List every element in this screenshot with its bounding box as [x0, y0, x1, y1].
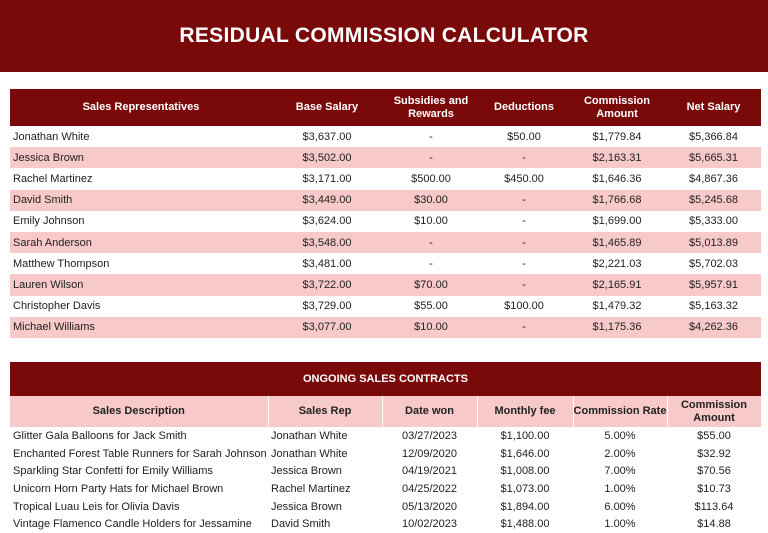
- rep-name-cell: Jonathan White: [13, 130, 90, 143]
- sales-rep-cell: Jonathan White: [271, 429, 348, 442]
- subsidies-cell: $500.00: [411, 172, 451, 185]
- deductions-cell: -: [522, 278, 526, 291]
- subsidies-cell: $30.00: [414, 194, 448, 207]
- rep-name-cell: David Smith: [13, 194, 73, 207]
- commission-amount-cell: $10.73: [697, 482, 731, 495]
- sales-description-cell: Sparkling Star Confetti for Emily Williams: [13, 465, 213, 478]
- subsidies-cell: $10.00: [414, 321, 448, 334]
- commission-amount-cell: $1,479.32: [592, 300, 642, 313]
- net-salary-cell: $5,333.00: [689, 215, 738, 228]
- subsidies-cell: $70.00: [414, 278, 448, 291]
- contract-row: [10, 498, 761, 516]
- contracts-table-header: [10, 396, 761, 427]
- sales-description-cell: Glitter Gala Balloons for Jack Smith: [13, 429, 187, 442]
- header-sales-description: Sales Description: [10, 396, 268, 427]
- commission-rate-cell: 6.00%: [604, 500, 636, 513]
- deductions-cell: -: [522, 151, 526, 164]
- salary-row: [10, 296, 761, 317]
- sales-rep-cell: Jonathan White: [271, 447, 348, 460]
- subsidies-cell: $10.00: [414, 215, 448, 228]
- sales-description-cell: Tropical Luau Leis for Olivia Davis: [13, 500, 180, 513]
- contract-row: [10, 427, 761, 445]
- header-commission-rate: Commission Rate: [573, 396, 667, 427]
- net-salary-cell: $5,245.68: [689, 194, 738, 207]
- net-salary-cell: $4,867.36: [689, 172, 738, 185]
- page-title: RESIDUAL COMMISSION CALCULATOR: [179, 24, 589, 47]
- rep-name-cell: Lauren Wilson: [13, 278, 84, 291]
- subsidies-cell: -: [429, 151, 433, 164]
- base-salary-cell: $3,171.00: [302, 172, 352, 185]
- salary-row: [10, 211, 761, 232]
- deductions-cell: -: [522, 257, 526, 270]
- header-sales-rep: Sales Rep: [268, 396, 382, 427]
- commission-amount-cell: $14.88: [697, 518, 731, 531]
- salary-row: [10, 232, 761, 253]
- commission-amount-cell: $113.64: [694, 500, 734, 513]
- monthly-fee-cell: $1,488.00: [500, 518, 550, 531]
- subsidies-cell: -: [429, 236, 433, 249]
- net-salary-cell: $5,163.32: [689, 300, 738, 313]
- contract-row: [10, 462, 761, 480]
- commission-rate-cell: 2.00%: [604, 447, 636, 460]
- commission-amount-cell: $2,163.31: [592, 151, 642, 164]
- header-base-salary: Base Salary: [295, 101, 359, 113]
- date-won-cell: 03/27/2023: [401, 429, 458, 442]
- monthly-fee-cell: $1,894.00: [500, 500, 550, 513]
- base-salary-cell: $3,077.00: [302, 321, 352, 334]
- subsidies-cell: $55.00: [414, 300, 448, 313]
- commission-amount-cell: $2,221.03: [592, 257, 642, 270]
- sales-rep-cell: Jessica Brown: [271, 465, 342, 478]
- contract-row: [10, 445, 761, 463]
- commission-amount-cell: $32.92: [697, 447, 731, 460]
- base-salary-cell: $3,624.00: [302, 215, 352, 228]
- sales-description-cell: Vintage Flamenco Candle Holders for Jessamine: [13, 518, 252, 531]
- net-salary-cell: $5,013.89: [689, 236, 738, 249]
- contracts-table: [10, 396, 762, 533]
- date-won-cell: 05/13/2020: [401, 500, 458, 513]
- rep-name-cell: Rachel Martinez: [13, 172, 93, 185]
- header-date-won: Date won: [382, 396, 477, 427]
- commission-amount-cell: $1,465.89: [592, 236, 642, 249]
- commission-rate-cell: 1.00%: [604, 518, 636, 531]
- subsidies-cell: -: [429, 130, 433, 143]
- commission-amount-cell: $1,766.68: [592, 194, 642, 207]
- commission-amount-cell: $70.56: [697, 465, 731, 478]
- deductions-cell: -: [522, 194, 526, 207]
- net-salary-cell: $5,957.91: [689, 278, 738, 291]
- commission-amount-cell: $2,165.91: [592, 278, 642, 291]
- salary-row: [10, 168, 761, 189]
- monthly-fee-cell: $1,073.00: [500, 482, 550, 495]
- base-salary-cell: $3,729.00: [302, 300, 352, 313]
- salary-table: [10, 89, 761, 338]
- monthly-fee-cell: $1,100.00: [500, 429, 550, 442]
- sales-description-cell: Enchanted Forest Table Runners for Sarah Johnson: [13, 447, 267, 460]
- commission-amount-cell: $1,175.36: [592, 321, 642, 334]
- date-won-cell: 04/19/2021: [401, 465, 458, 478]
- sales-rep-cell: David Smith: [271, 518, 331, 531]
- header-deductions: Deductions: [494, 101, 554, 113]
- contracts-table-title: ONGOING SALES CONTRACTS: [10, 362, 761, 396]
- deductions-cell: -: [522, 321, 526, 334]
- header-subsidies-rewards: Subsidies and Rewards: [393, 94, 469, 120]
- salary-row: [10, 274, 761, 295]
- salary-row: [10, 147, 761, 168]
- base-salary-cell: $3,481.00: [302, 257, 352, 270]
- date-won-cell: 12/09/2020: [401, 447, 458, 460]
- net-salary-cell: $5,702.03: [689, 257, 738, 270]
- sales-rep-cell: Rachel Martinez: [271, 482, 351, 495]
- date-won-cell: 10/02/2023: [401, 518, 458, 531]
- deductions-cell: $450.00: [504, 172, 544, 185]
- rep-name-cell: Sarah Anderson: [13, 236, 92, 249]
- contracts-table-section: [10, 362, 761, 533]
- header-commission-amount: Commission Amount: [583, 94, 650, 120]
- salary-row: [10, 126, 761, 147]
- base-salary-cell: $3,722.00: [302, 278, 352, 291]
- net-salary-cell: $5,366.84: [689, 130, 738, 143]
- net-salary-cell: $5,665.31: [689, 151, 738, 164]
- rep-name-cell: Matthew Thompson: [13, 257, 110, 270]
- commission-amount-cell: $1,646.36: [592, 172, 642, 185]
- salary-row: [10, 317, 761, 338]
- salary-table-header: [10, 89, 761, 126]
- deductions-cell: -: [522, 215, 526, 228]
- commission-amount-cell: $55.00: [697, 429, 731, 442]
- header-net-salary: Net Salary: [686, 101, 741, 113]
- rep-name-cell: Emily Johnson: [13, 215, 85, 228]
- title-banner: [0, 0, 768, 72]
- sales-rep-cell: Jessica Brown: [271, 500, 342, 513]
- salary-row: [10, 190, 761, 211]
- deductions-cell: -: [522, 236, 526, 249]
- header-sales-representatives: Sales Representatives: [82, 101, 200, 113]
- net-salary-cell: $4,262.36: [689, 321, 738, 334]
- commission-amount-cell: $1,779.84: [592, 130, 642, 143]
- header-monthly-fee: Monthly fee: [477, 396, 573, 427]
- deductions-cell: $100.00: [504, 300, 544, 313]
- base-salary-cell: $3,637.00: [302, 130, 352, 143]
- subsidies-cell: -: [429, 257, 433, 270]
- contract-row: [10, 515, 761, 533]
- contract-row: [10, 480, 761, 498]
- sales-description-cell: Unicorn Horn Party Hats for Michael Brown: [13, 482, 224, 495]
- base-salary-cell: $3,548.00: [302, 236, 352, 249]
- date-won-cell: 04/25/2022: [401, 482, 458, 495]
- base-salary-cell: $3,449.00: [302, 194, 352, 207]
- monthly-fee-cell: $1,008.00: [500, 465, 550, 478]
- monthly-fee-cell: $1,646.00: [500, 447, 550, 460]
- commission-rate-cell: 5.00%: [604, 429, 636, 442]
- commission-amount-cell: $1,699.00: [592, 215, 642, 228]
- deductions-cell: $50.00: [507, 130, 541, 143]
- base-salary-cell: $3,502.00: [302, 151, 352, 164]
- salary-table-section: [10, 89, 761, 338]
- header-contract-commission-amount: Commission Amount: [667, 396, 761, 427]
- rep-name-cell: Christopher Davis: [13, 300, 101, 313]
- salary-row: [10, 253, 761, 274]
- commission-rate-cell: 1.00%: [604, 482, 636, 495]
- rep-name-cell: Jessica Brown: [13, 151, 84, 164]
- commission-rate-cell: 7.00%: [604, 465, 636, 478]
- rep-name-cell: Michael Williams: [13, 321, 95, 334]
